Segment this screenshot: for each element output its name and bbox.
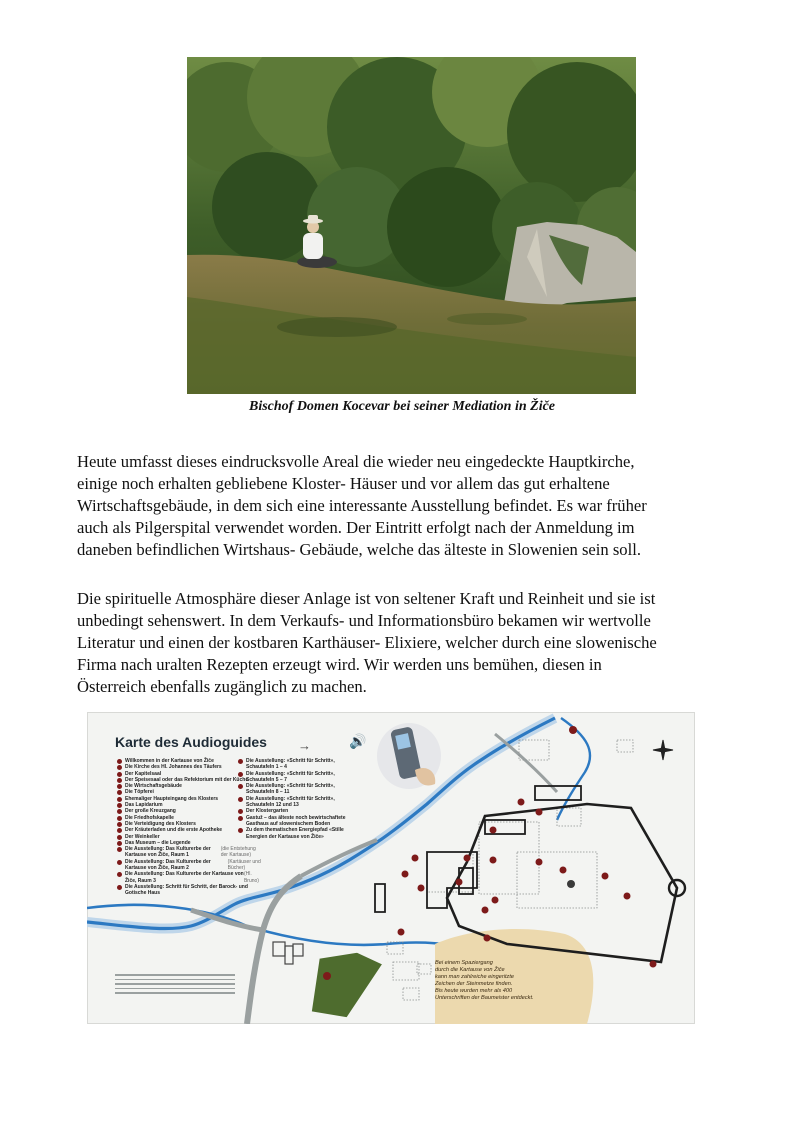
meditation-photo: [187, 57, 636, 394]
note-line: Bis heute wurden mehr als 400: [435, 988, 513, 994]
legend-item: [238, 815, 364, 828]
legend-number-marker: [117, 759, 122, 764]
legend-number-marker: [117, 784, 122, 789]
legend-item-text: Der Kapitelsaal: [125, 770, 162, 777]
paragraph-line: Österreich ebenfalls zugänglich zu machen.: [77, 677, 367, 696]
legend-number-marker: [117, 816, 122, 821]
legend-item-text: Die Ausstellung: Das Kulturerbe der Kartause von Žiče, Raum 1: [125, 846, 211, 859]
legend-item-text: Die Wirtschaftsgebäude: [125, 783, 182, 790]
legend-item-text: Die Ausstellung: «Schritt für Schritt», Schautafeln 8 – 11: [246, 783, 335, 796]
note-line: Bei einem Spaziergang: [435, 960, 493, 966]
legend-number-marker: [117, 790, 122, 795]
legend-item-text: Die Ausstellung: Das Kulturerbe der Kartause von Žiče, Raum 3: [125, 871, 244, 884]
legend-number-marker: [117, 835, 122, 840]
legend-item-text: Der Speisesaal oder das Refektorium mit der Küche: [125, 776, 249, 783]
speaker-icon: 🔊: [349, 735, 367, 750]
legend-item: [117, 859, 263, 872]
legend-item-text: Der große Kreuzgang: [125, 808, 176, 815]
paragraph-atmosphere: [77, 588, 737, 698]
stonemason-note: [435, 960, 585, 1002]
paragraph-line: Die spirituelle Atmosphäre dieser Anlage ist von seltener Kraft und Reinheit und sie ist: [77, 589, 656, 608]
legend-item: [238, 771, 364, 784]
legend-number-marker: [117, 765, 122, 770]
legend-number-marker: [117, 885, 122, 890]
compass-icon: [653, 740, 673, 760]
legend-item: [117, 884, 263, 897]
board-fineprint: [115, 971, 235, 997]
paragraph-line: Wirtschaftsgebäude, in dem sich eine interessante Ausstellung befindet. Es war früher: [77, 496, 647, 515]
legend-number-marker: [117, 860, 122, 865]
paragraph-line: Heute umfasst dieses eindrucksvolle Areal die wieder neu eingedeckte Hauptkirche,: [77, 452, 635, 471]
legend-item-text: Die Ausstellung: Das Kulturerbe der Kartause von Žiče, Raum 2: [125, 858, 211, 872]
legend-item-text: Die Ausstellung: Schritt für Schritt, der Barock- und Gotische Haus: [125, 883, 248, 897]
paragraph-line: Literatur und einen der kostbaren Karthäuser- Elixiere, welcher durch eine slowenische: [77, 633, 657, 652]
legend-item-text: Zu dem thematischen Energiepfad «Stille Energien der Kartause von Žiče»: [246, 827, 344, 840]
legend-item-text: Gastuž – das älteste noch bewirtschaftete Gasthaus auf slowenischem Boden: [246, 814, 346, 827]
legend-number-marker: [117, 841, 122, 846]
paragraph-site-description: [77, 451, 737, 561]
legend-right-column: [238, 758, 364, 840]
legend-item-subtext: (Kartäuser und Bücher): [227, 858, 261, 872]
legend-item-text: Willkommen in der Kartause von Žiče: [125, 758, 214, 764]
note-line: durch die Kartause von Žiče: [435, 967, 505, 973]
legend-item: [238, 783, 364, 796]
legend-number-marker: [117, 828, 122, 833]
paragraph-line: Firma nach uralten Rezepten erzeugt wird. Wir werden uns bemühen, diesen in: [77, 655, 602, 674]
legend-item-text: Das Museum – die Legende: [125, 839, 191, 846]
legend-item-text: Ehemaliger Haupteingang des Klosters: [125, 795, 219, 802]
legend-number-marker: [117, 822, 122, 827]
legend-number-marker: [117, 809, 122, 814]
legend-number-marker: [117, 803, 122, 808]
paragraph-line: daneben befindlichen Wirtshaus- Gebäude, welche das älteste in Slowenien sein soll.: [77, 540, 641, 559]
legend-item-text: Die Töpferei: [125, 789, 154, 796]
legend-item: [238, 796, 364, 809]
note-line: Zeichen der Steinmetze finden.: [435, 981, 513, 987]
legend-item: [238, 827, 364, 840]
paragraph-line: einige noch erhalten gebliebene Kloster- Häuser und vor allem das gut erhaltene: [77, 474, 610, 493]
legend-number-marker: [238, 759, 243, 764]
legend-item-text: Die Ausstellung: «Schritt für Schritt», Schautafeln 5 – 7: [246, 770, 335, 783]
note-line: kann man zahlreiche eingeritzte: [435, 974, 514, 980]
legend-item-subtext: (die Entstehung der Kartause): [220, 846, 256, 859]
legend-number-marker: [117, 778, 122, 783]
legend-item-text: Die Ausstellung: «Schritt für Schritt», Schautafeln 1 – 4: [246, 758, 335, 771]
legend-item-text: Die Ausstellung: «Schritt für Schritt», Schautafeln 12 und 13: [246, 795, 335, 809]
legend-number-marker: [238, 772, 243, 777]
legend-number-marker: [238, 809, 243, 814]
legend-number-marker: [117, 872, 122, 877]
legend-item-text: Das Lapidarium: [125, 802, 163, 809]
legend-number-marker: [117, 772, 122, 777]
note-line: Unterschriften der Baumeister entdeckt.: [435, 995, 534, 1001]
meditation-photo-illustration: [187, 57, 636, 394]
paragraph-line: unbedingt sehenswert. In dem Verkaufs- und Informationsbüro bekamen wir wertvolle: [77, 611, 651, 630]
legend-item: [238, 758, 364, 771]
legend-number-marker: [238, 828, 243, 833]
legend-item-text: Die Verteidigung des Klosters: [125, 820, 196, 827]
arrow-right-icon: →: [298, 738, 311, 753]
legend-number-marker: [117, 847, 122, 852]
legend-item: [117, 871, 263, 884]
legend-item-text: Der Weinkeller: [125, 833, 160, 840]
legend-item-text: Der Klostergarten: [246, 808, 289, 815]
legend-item-text: Die Kirche des Hl. Johannes des Täufers: [125, 764, 222, 771]
legend-item-text: Der Kräuterladen und die erste Apotheke: [125, 827, 223, 834]
audioguide-title: Karte des Audioguides: [115, 734, 267, 750]
audioguide-map-board: [87, 712, 695, 1024]
paragraph-line: auch als Pilgerspital verwendet worden. Der Eintritt erfolgt nach der Anmeldung im: [77, 518, 635, 537]
legend-item: [117, 846, 263, 859]
legend-number-marker: [238, 816, 243, 821]
legend-item-text: Die Friedhofskapelle: [125, 814, 174, 821]
legend-item-subtext: (Hl. Bruno): [243, 871, 259, 884]
photo-caption: Bischof Domen Kocevar bei seiner Mediation in Žiče: [248, 399, 556, 414]
legend-number-marker: [117, 797, 122, 802]
legend-number-marker: [238, 797, 243, 802]
legend-number-marker: [238, 784, 243, 789]
